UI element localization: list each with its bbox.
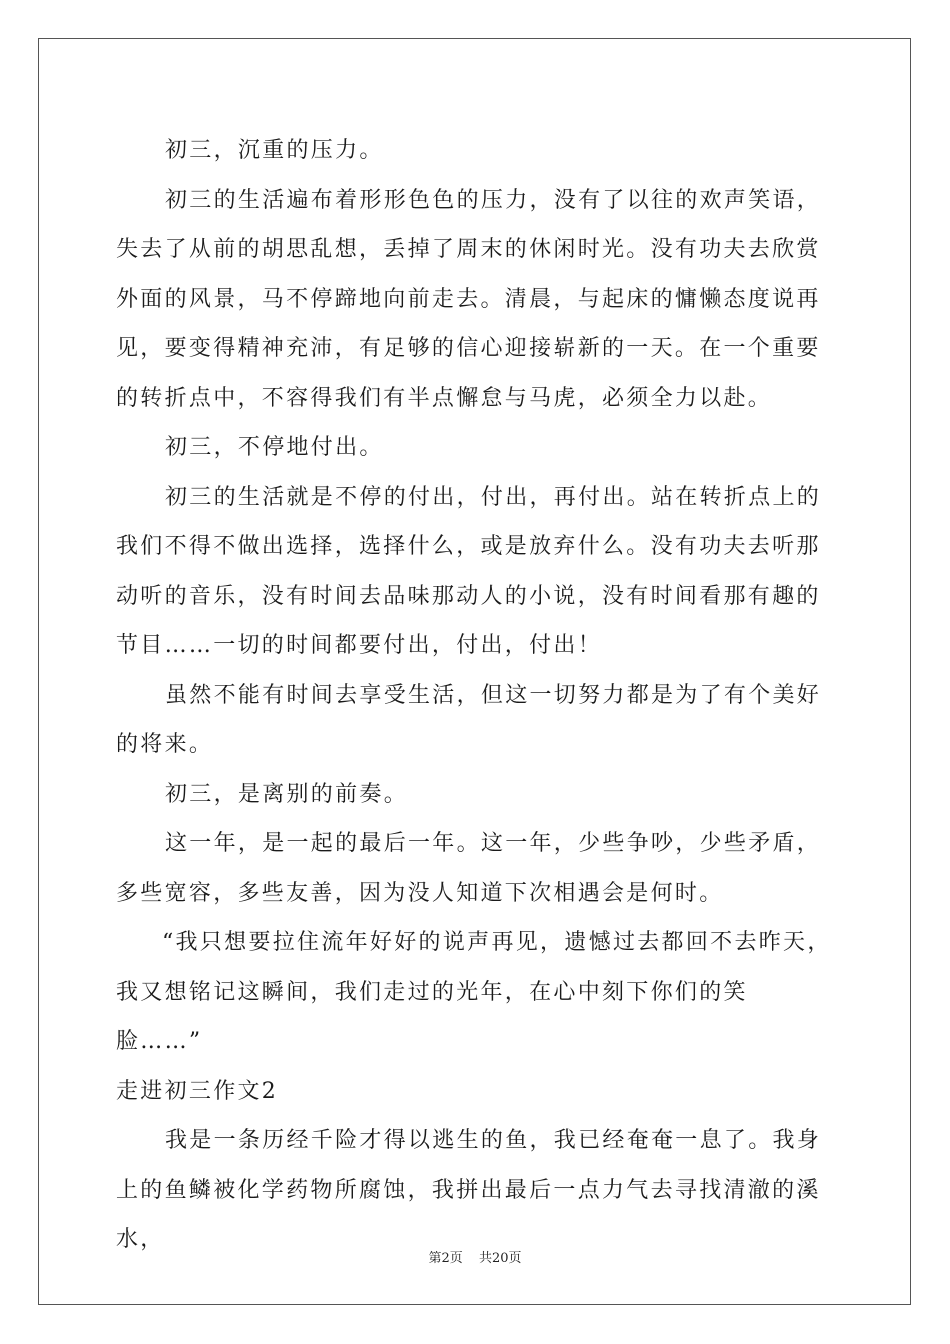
document-body: [116, 126, 834, 1265]
paragraph: 初三的生活就是不停的付出，付出，再付出。站在转折点上的我们不得不做出选择，选择什么，或是放弃什么。没有功夫去听那动听的音乐，没有时间去品味那动人的小说，没有时间看那有趣的节目……一切的时间都要付出，付出，付出！: [116, 484, 822, 658]
paragraph: 初三，不停地付出。: [165, 435, 384, 460]
paragraph: 初三，是离别的前奏。: [165, 781, 409, 807]
page-footer: [0, 1247, 950, 1266]
section-heading: 走进初三作文2: [116, 1078, 279, 1104]
paragraph: 初三，沉重的压力。: [165, 138, 384, 163]
paragraph: 初三的生活遍布着形形色色的压力，没有了以往的欢声笑语，失去了从前的胡思乱想，丢掉了周末的休闲时光。没有功夫去欣赏外面的风景，马不停蹄地向前走去。清晨，与起床的慵懒态度说再见，要变得精神充沛，有足够的信心迎接崭新的一天。在一个重要的转折点中，不容得我们有半点懈怠与马虎，必须全力以赴。: [116, 187, 822, 411]
paragraph: 这一年，是一起的最后一年。这一年，少些争吵，少些矛盾，多些宽容，多些友善，因为没人知道下次相遇会是何时。: [116, 831, 822, 906]
page-number: 第2页: [428, 1251, 463, 1266]
paragraph: 虽然不能有时间去享受生活，但这一切努力都是为了有个美好的将来。: [116, 682, 822, 757]
page-total: 共20页: [478, 1251, 522, 1266]
paragraph: 我是一条历经千险才得以逃生的鱼，我已经奄奄一息了。我身上的鱼鳞被化学药物所腐蚀，我拼出最后一点力气去寻找清澈的溪水，: [116, 1128, 822, 1252]
quote-paragraph: “我只想要拉住流年好好的说声再见，遗憾过去都回不去昨天，我又想铭记这瞬间，我们走过的光年，在心中刻下你们的笑脸……”: [116, 930, 832, 1054]
